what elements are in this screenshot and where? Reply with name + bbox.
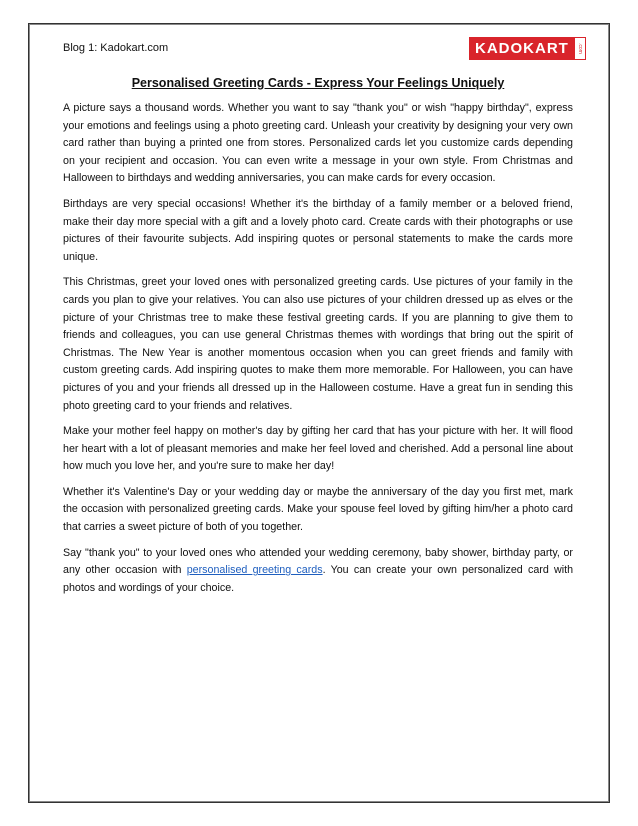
paragraph-2: Birthdays are very special occasions! Whether it's the birthday of a family member or a beloved friend, make their day more special with a gift and a lovely photo card. Create cards with their photographs or use pictures of their favourite subjects. Add inspiring quotes or personal statements to make the cards more unique. <box>63 197 573 263</box>
page-title: Personalised Greeting Cards - Express Your Feelings Uniquely <box>131 76 505 90</box>
article-body <box>63 100 573 605</box>
greeting-cards-link[interactable]: personalised greeting cards <box>186 564 323 577</box>
paragraph-5: Whether it's Valentine's Day or your wedding day or maybe the anniversary of the day you first met, mark the occasion with personalized greeting cards. Make your spouse feel loved by gifting him/her a photo card that carries a sweet picture of both of you together. <box>63 485 573 534</box>
paragraph-6 <box>63 545 573 598</box>
paragraph-1: A picture says a thousand words. Whether you want to say "thank you" or wish "happy birthday", express your emotions and feelings using a photo greeting card. Unleash your creativity by designing your very own card rather than buying a printed one from stores. Personalized cards let you customize cards depending on your recipient and occasion. You can even write a message in your own style. From Christmas and Halloween to birthdays and wedding anniversaries, you can make cards for every occasion. <box>63 102 573 185</box>
blog-label: Blog 1: Kadokart.com <box>63 42 169 54</box>
paragraph-6-before: Say "thank you" to your loved ones who attended your wedding ceremony, baby shower, birthday party, or any other occasion with <box>63 546 573 577</box>
paragraph-4: Make your mother feel happy on mother's day by gifting her card that has your picture with her. It will flood her heart with a lot of pleasant memories and make her feel loved and cherished. Add a personal line about how much you love her, and you're sure to make her day! <box>63 425 573 473</box>
paragraph-6-after: . You can create your own personalized card with photos and wordings of your choice. <box>63 564 574 594</box>
logo-side-text: .com <box>575 37 586 60</box>
paragraph-3: This Christmas, greet your loved ones with personalized greeting cards. Use pictures of your family in the cards you plan to give your relatives. You can also use pictures of your children dressed up as elves or the picture of your Christmas tree to make these festival greeting cards. If you are planning to give them to friends and colleagues, you can use general Christmas themes with wordings that bring out the spirit of Christmas. The New Year is another momentous occasion when you can greet friends and family with custom greeting cards. Add inspiring quotes to make them more memorable. For Halloween, you can have pictures of you and your friends all dressed up in the Halloween costume. Have a great fun in sending this photo greeting card to your friends and relatives. <box>63 276 573 412</box>
kadokart-logo <box>469 37 586 60</box>
logo-text: KADOKART <box>469 37 575 60</box>
